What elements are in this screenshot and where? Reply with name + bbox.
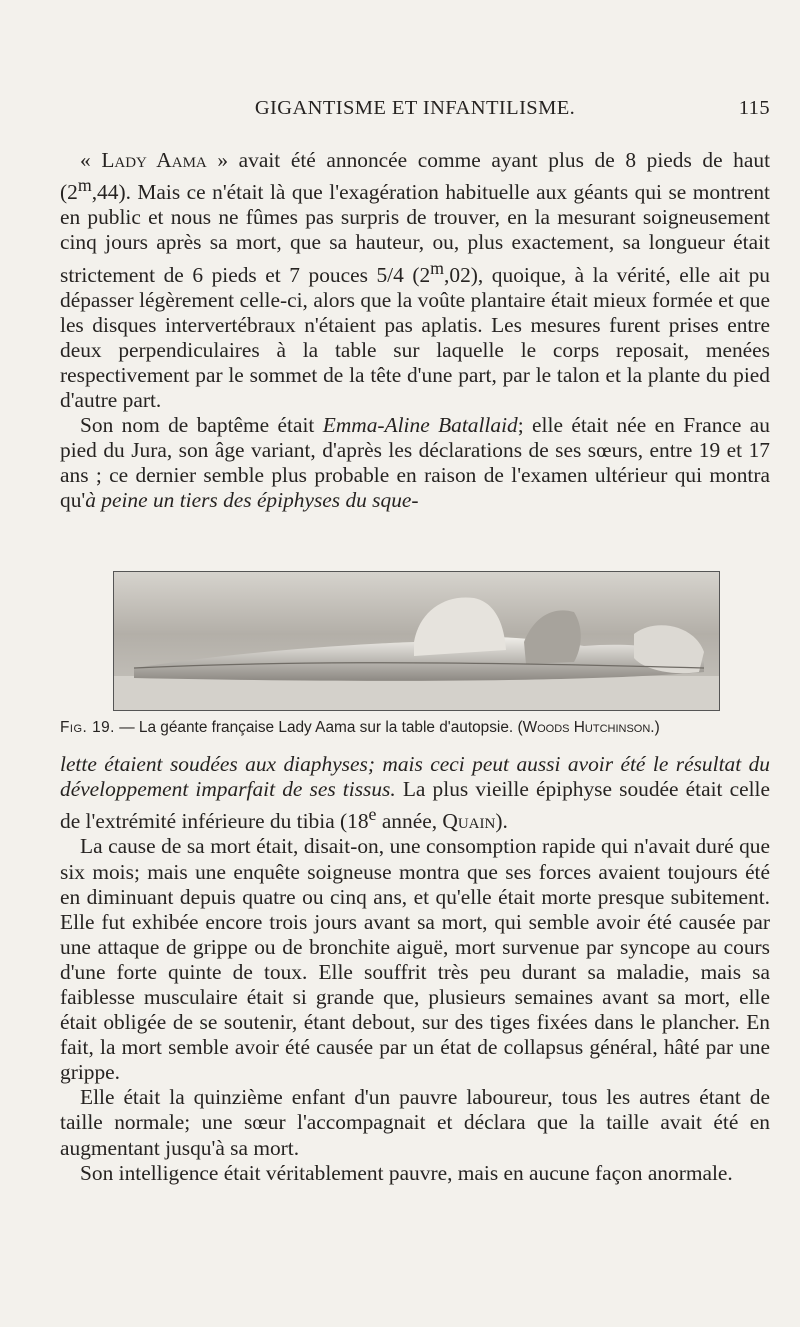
paragraph-lady-aama: « Lady Aama » avait été annoncée comme ayant plus de 8 pieds de haut (2$^m$,44). Mais ce n'était là que l'exagération habituelle aux géants qui se montrent en public et nous ne fûmes pas surpris de trouver, en la mesurant soigneusement cinq jours après sa mort, que sa hauteur, ou, plus exactement, sa longueur était strictement de 6 pieds et 7 pouces 5/4 (2$^m$,02), quoique, à la vérité, elle ait pu dépasser légèrement celle-ci, alors que la voûte plantaire était mieux formée et que les disques intervertébraux n'étaient pas aplatis. Les mesures furent prises entre deux perpendiculaires à la table sur laquelle le corps reposait, menées respectivement par le sommet de la tête d'une part, par le talon et la plante du pied d'autre part. (60, 148, 771, 413)
baptism-name: Emma-Aline Batallaid (322, 413, 518, 438)
paragraph-family: Elle était la quinzième enfant d'un pauvre laboureur, tous les autres étant de taille normale; une sœur l'accompagnait et déclara que la taille avait été en augmentant jusqu'à sa mort. (60, 1085, 770, 1160)
page-number: 115 (738, 97, 770, 119)
text-block-bottom (60, 752, 770, 1186)
running-head (60, 97, 770, 127)
text-block-top (60, 148, 770, 514)
photo-credit: Woods Hutchinson (522, 719, 651, 736)
paragraph-epiphyses: lette étaient soudées aux diaphyses; mais ceci peut aussi avoir été le résultat du développement imparfait de ses tissus. La plus vieille épiphyse soudée était celle de l'extrémité inférieure du tibia (18e année, Quain). (60, 752, 770, 834)
cited-author: Quain (442, 809, 496, 834)
paragraph-cause-of-death: La cause de sa mort était, disait-on, une consomption rapide qui n'avait duré que six mois; mais une enquête soigneuse montra que ses forces avaient toujours été en diminuant depuis quatre ou cinq ans, et qu'elle était morte presque subitement. Elle fut exhibée encore trois jours avant sa mort, qui semble avoir été causée par une attaque de grippe ou de bronchite aiguë, mort survenue par syncope au cours d'une forte quinte de toux. Elle souffrit très peu durant sa maladie, mais sa faiblesse musculaire était si grande que, plusieurs semaines avant sa mort, elle était obligée de se soutenir, étant debout, sur des tiges fixées dans le plancher. En fait, la mort semble avoir été causée par un état de collapsus général, hâté par une grippe. (60, 834, 770, 1085)
person-name: Lady Aama (101, 148, 207, 172)
running-title: GIGANTISME ET INFANTILISME. (254, 97, 576, 119)
figure-caption: Fig. 19. — La géante française Lady Aama sur la table d'autopsie. (Woods Hutchinson.) (60, 719, 660, 736)
paragraph-baptism-name: Son nom de baptême était Emma-Aline Batallaid; elle était née en France au pied du Jura, son âge variant, d'après les déclarations de ses sœurs, entre 19 et 17 ans ; ce dernier semble plus probable en raison de l'examen ultérieur qui montra qu'à peine un tiers des épiphyses du sque- (60, 413, 770, 513)
autopsy-photo-illustration (114, 572, 719, 710)
figure-photo-autopsy-table (113, 571, 720, 711)
figure-label: Fig. 19. (60, 719, 115, 736)
paragraph-intelligence: Son intelligence était véritablement pauvre, mais en aucune façon anormale. (80, 1160, 733, 1185)
